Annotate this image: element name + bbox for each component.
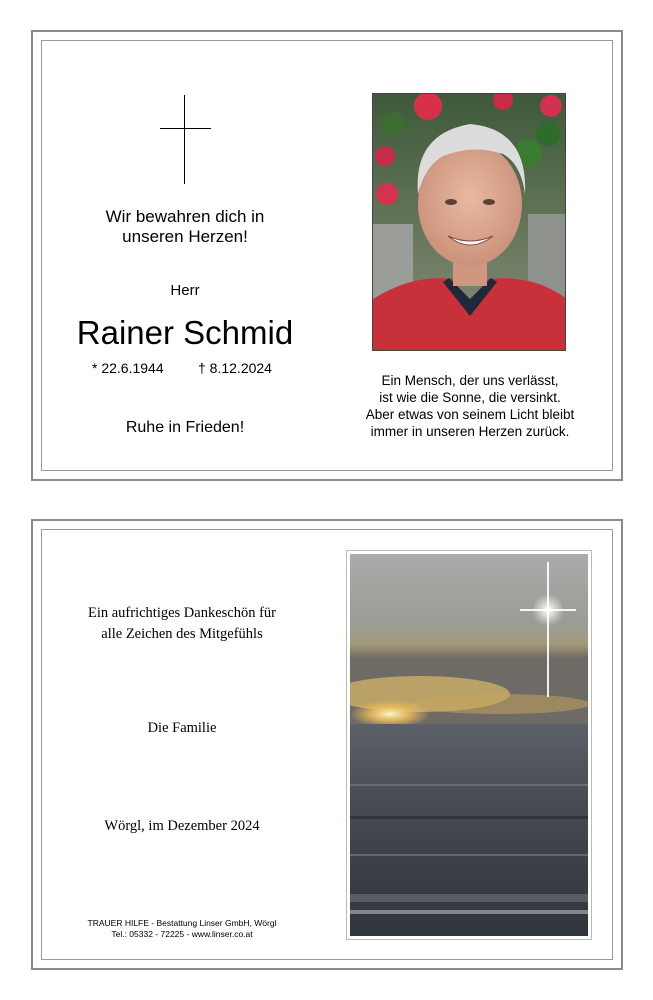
birth-date: * 22.6.1944 [92, 360, 164, 376]
footer-line-2: Tel.: 05332 - 72225 - www.linser.co.at [111, 929, 253, 939]
poem-line: Aber etwas von seinem Licht bleibt [365, 407, 575, 422]
portrait-photo [372, 93, 566, 351]
motto-line-2: unseren Herzen! [122, 227, 248, 246]
memorial-poem [340, 372, 600, 440]
thanks-line-1: Ein aufrichtiges Dankeschön für [87, 605, 277, 621]
thanks-message [62, 603, 302, 645]
motto [70, 207, 300, 247]
poem-line: immer in unseren Herzen zurück. [370, 424, 570, 439]
footer-line-1: TRAUER HILFE - Bestattung Linser GmbH, Wörgl [87, 918, 277, 928]
deceased-name: Rainer Schmid [76, 314, 294, 351]
place-date: Wörgl, im Dezember 2024 [104, 818, 260, 834]
funeral-home-footer [62, 918, 302, 940]
family-signature: Die Familie [147, 720, 217, 736]
thanks-line-2: alle Zeichen des Mitgefühls [101, 626, 263, 642]
poem-line: ist wie die Sonne, die versinkt. [379, 390, 561, 405]
motto-line-1: Wir bewahren dich in [105, 207, 265, 226]
cross-icon [184, 95, 185, 184]
honorific: Herr [170, 282, 200, 299]
poem-line: Ein Mensch, der uns verlässt, [381, 373, 559, 388]
cross-icon-bar [160, 128, 211, 129]
closing-text: Ruhe in Frieden! [125, 419, 245, 436]
sunset-sea-photo [350, 554, 588, 936]
death-date: † 8.12.2024 [198, 360, 272, 376]
